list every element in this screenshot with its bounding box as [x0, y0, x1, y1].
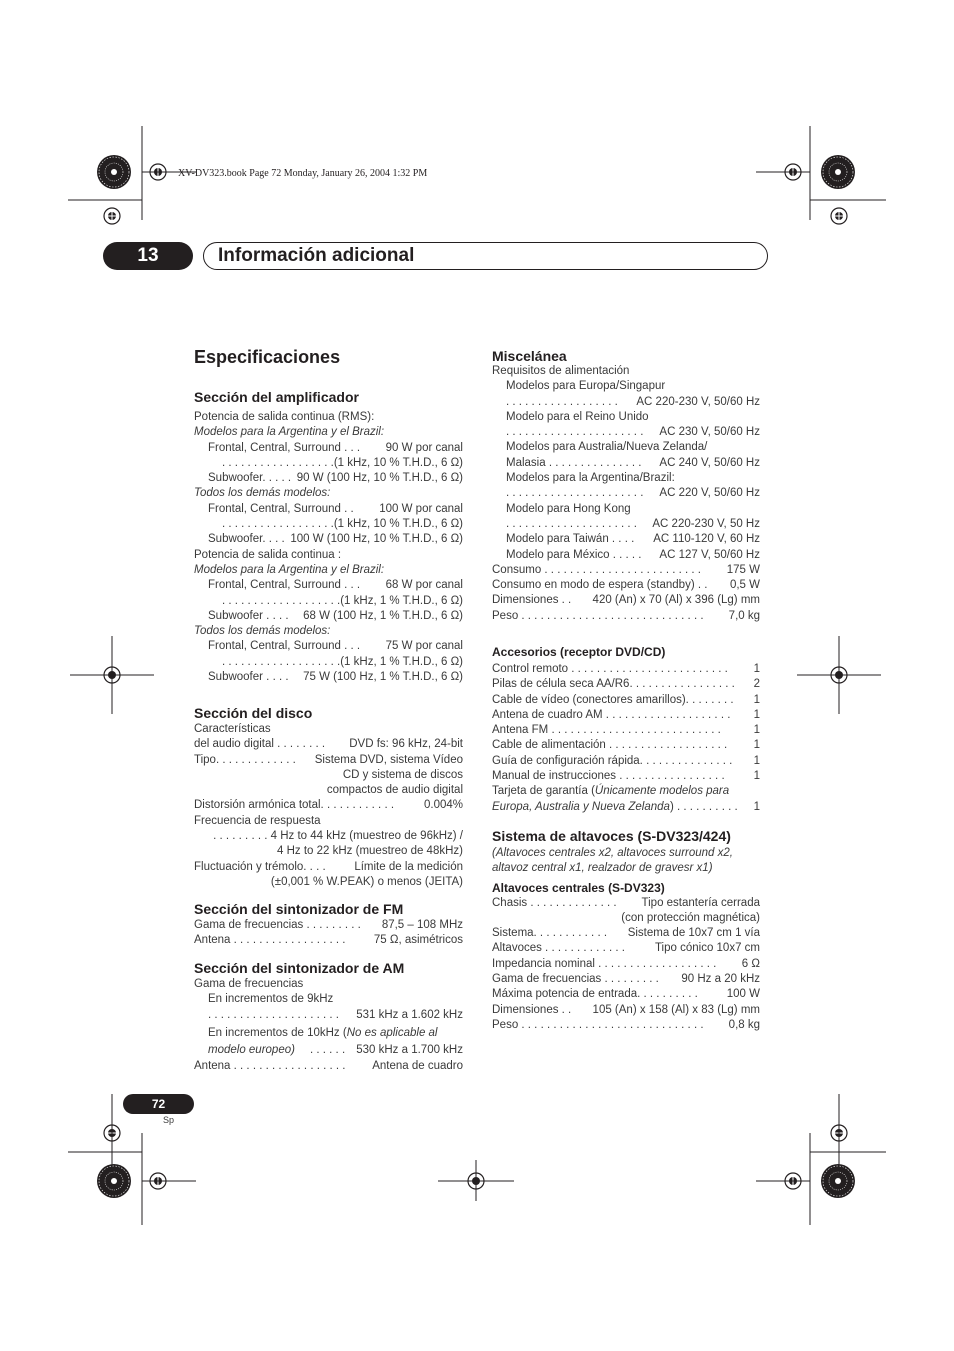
spec-label: Impedancia nominal . . . . . . . . . . . . . . . . . . .: [492, 957, 717, 970]
spec-value: AC 220-230 V, 50/60 Hz: [636, 395, 760, 408]
accessory-qty: 1: [753, 739, 760, 752]
spec-value: compactos de audio digital: [326, 784, 463, 797]
spec-label: Máxima potencia de entrada. . . . . . . . . .: [492, 988, 698, 1001]
spec-line: Modelo para el Reino Unido: [506, 410, 649, 423]
accessory-qty: 1: [753, 708, 760, 721]
spec-value: 0.004%: [423, 799, 463, 812]
spec-value: 100 W por canal: [379, 502, 463, 515]
spec-value: Límite de la medición: [354, 860, 463, 873]
accessory-item: Manual de instrucciones . . . . . . . . . . . . . . . . .: [492, 770, 725, 783]
file-header: XV-DV323.book Page 72 Monday, January 26, 2004 1:32 PM: [178, 168, 428, 179]
spec-value: 420 (An) x 70 (Al) x 396 (Lg) mm: [592, 594, 760, 607]
spec-label: Frontal, Central, Surround . . .: [208, 441, 361, 454]
spec-label: Modelo para Taiwán . . . .: [506, 533, 635, 546]
spec-value: 531 kHz a 1.602 kHz: [356, 1008, 463, 1021]
spec-value: 100 W (100 Hz, 10 % T.H.D., 6 Ω): [290, 533, 463, 546]
spec-label: Sistema. . . . . . . . . . . .: [492, 927, 608, 940]
spec-label: Antena . . . . . . . . . . . . . . . . . .: [194, 1059, 346, 1072]
page-title: Especificaciones: [194, 347, 341, 367]
spec-value: . . . . . . . . . . . . . . . . . .(1 kHz, 10 % T.H.D., 6 Ω): [222, 456, 463, 469]
spec-label: Consumo en modo de espera (standby) . .: [492, 579, 708, 592]
disc-section: [194, 706, 463, 890]
spec-line: Requisitos de alimentación: [492, 365, 630, 377]
accessory-qty: 1: [753, 693, 760, 706]
spec-value: 6 Ω: [741, 957, 760, 970]
spec-label: Frontal, Central, Surround . . .: [208, 640, 361, 653]
spec-value: Antena de cuadro: [372, 1059, 463, 1072]
spec-label: Antena . . . . . . . . . . . . . . . . . .: [194, 934, 346, 947]
spec-line: Modelos para Europa/Singapur: [506, 380, 666, 393]
spec-value: 0,5 W: [729, 579, 760, 592]
accessory-item: Guía de configuración rápida. . . . . . . . . . . . . . .: [492, 754, 733, 767]
accessory-item: Cable de alimentación . . . . . . . . . . . . . . . . . . .: [492, 739, 728, 752]
accessory-qty: 1: [753, 754, 760, 767]
accessory-note: Europa, Australia y Nueva Zelanda: [492, 800, 670, 813]
misc-section: [492, 349, 760, 624]
accessory-qty: 2: [753, 678, 760, 691]
accessories-heading: Accesorios (receptor DVD/CD): [492, 645, 666, 659]
spec-label: . . . . . . . . . . . . . . . . . . . . .: [208, 1008, 339, 1021]
spec-value: 7,0 kg: [728, 609, 760, 622]
spec-value: 0,8 kg: [728, 1018, 760, 1031]
center-speaker-heading: Altavoces centrales (S-DV323): [492, 880, 665, 895]
spec-label: Dimensiones . .: [492, 1003, 572, 1016]
spec-label: Frontal, Central, Surround . .: [208, 502, 354, 515]
spec-value: 175 W: [726, 563, 760, 576]
spec-line: Frecuencia de respuesta: [194, 814, 321, 827]
spec-value: 90 W (100 Hz, 10 % T.H.D., 6 Ω): [296, 472, 463, 485]
spec-value: AC 127 V, 50/60 Hz: [659, 548, 760, 561]
spec-value: 75 Ω, asimétricos: [373, 934, 463, 947]
accessory-qty: 1: [753, 800, 760, 813]
spec-line: Modelos para la Argentina y el Brazil:: [194, 426, 385, 439]
spec-value: Tipo estantería cerrada: [641, 896, 760, 909]
spec-label: Subwoofer . . . .: [208, 671, 289, 684]
spec-label-text: En incrementos de 10kHz (: [208, 1026, 347, 1039]
spec-label: Altavoces . . . . . . . . . . . . .: [492, 942, 625, 955]
page-language: Sp: [163, 1115, 175, 1125]
spec-label: Subwoofer. . . .: [208, 533, 285, 546]
spec-value: AC 230 V, 50/60 Hz: [659, 426, 760, 439]
spec-value: . . . . . . . . . . . . . . . . . . .(1 kHz, 1 % T.H.D., 6 Ω): [222, 655, 463, 668]
accessory-item: Pilas de célula seca AA/R6. . . . . . . . . . . . . . . . .: [492, 678, 735, 691]
am-section: [194, 961, 463, 1074]
spec-value: . . . . . . . . . 4 Hz to 44 kHz (muestreo de 96kHz) /: [213, 830, 463, 843]
speaker-subtitle: altavoz central x1, realzador de gravesr x1): [492, 862, 713, 875]
spec-label: . . . . . . . . . . . . . . . . . . . . . .: [506, 487, 644, 500]
spec-value: 68 W (100 Hz, 1 % T.H.D., 6 Ω): [303, 609, 463, 622]
spec-label: Tipo. . . . . . . . . . . . .: [194, 753, 296, 766]
spec-value: 90 Hz a 20 kHz: [681, 973, 760, 986]
spec-label: . . . . . . . . . . . . . . . . . . . . .: [506, 517, 637, 530]
fm-section: [194, 902, 463, 949]
spec-value: 75 W (100 Hz, 1 % T.H.D., 6 Ω): [303, 671, 463, 684]
misc-heading: Miscelánea: [492, 348, 567, 364]
spec-value: 4 Hz to 22 kHz (muestreo de 48kHz): [277, 845, 463, 858]
accessory-item-text: Tarjeta de garantía (: [492, 785, 595, 798]
spec-value: . . . . . . . . . . . . . . . . . . .(1 kHz, 1 % T.H.D., 6 Ω): [222, 594, 463, 607]
spec-value: Sistema de 10x7 cm 1 vía: [627, 927, 760, 940]
spec-line: Gama de frecuencias: [194, 978, 304, 990]
spec-label: Peso . . . . . . . . . . . . . . . . . . . . . . . . . . . . .: [492, 1018, 704, 1031]
accessory-note: Únicamente modelos para: [594, 785, 730, 798]
accessory-item: Antena de cuadro AM . . . . . . . . . . . . . . . . . . . .: [492, 708, 731, 721]
accessory-qty: 1: [753, 663, 760, 675]
registration-wheel-icon: [821, 1164, 855, 1198]
accessory-item: Cable de vídeo (conectores amarillos). . . . . . . .: [492, 693, 734, 706]
amplifier-section: [194, 390, 463, 685]
accessories-section: [492, 645, 760, 815]
spec-label: Modelo para México . . . . .: [506, 548, 642, 561]
accessory-item: Antena FM . . . . . . . . . . . . . . . . . . . . . . . . . . .: [492, 724, 721, 737]
spec-label: Distorsión armónica total. . . . . . . . . . . .: [194, 799, 395, 812]
accessory-qty: 1: [753, 724, 760, 737]
spec-value: Tipo cónico 10x7 cm: [654, 942, 760, 955]
leader-dots: . . . . . .: [310, 1043, 346, 1056]
spec-label: Gama de frecuencias . . . . . . . . .: [194, 919, 361, 931]
fm-heading: Sección del sintonizador de FM: [194, 901, 404, 917]
spec-value: (con protección magnética): [621, 911, 760, 924]
spec-value: 90 W por canal: [385, 441, 463, 454]
spec-label: Peso . . . . . . . . . . . . . . . . . . . . . . . . . . . . .: [492, 609, 704, 622]
accessory-item: Control remoto . . . . . . . . . . . . . . . . . . . . . . . . .: [492, 663, 728, 675]
spec-value: Sistema DVD, sistema Vídeo: [314, 753, 463, 766]
spec-label: Subwoofer . . . .: [208, 609, 289, 622]
speaker-subtitle: (Altavoces centrales x2, altavoces surround x2,: [492, 847, 733, 859]
spec-label: Fluctuación y trémolo. . . .: [194, 860, 326, 873]
spec-value: AC 220 V, 50/60 Hz: [659, 487, 760, 500]
spec-label: Gama de frecuencias . . . . . . . . .: [492, 973, 659, 986]
spec-line: Todos los demás modelos:: [194, 625, 331, 638]
spec-value: 87,5 – 108 MHz: [381, 919, 463, 931]
spec-value: 75 W por canal: [385, 640, 463, 653]
accessory-item: [492, 800, 738, 815]
spec-line: Potencia de salida continua :: [194, 548, 342, 561]
am-heading: Sección del sintonizador de AM: [194, 960, 405, 976]
spec-value: CD y sistema de discos: [342, 768, 463, 781]
spec-note: modelo europeo): [208, 1043, 295, 1056]
spec-line: Modelo para Hong Kong: [506, 502, 631, 515]
spec-line: Modelos para la Argentina y el Brazil:: [194, 563, 385, 576]
spec-label: [208, 1026, 437, 1041]
spec-line: En incrementos de 9kHz: [208, 993, 334, 1006]
spec-label: Malasia . . . . . . . . . . . . . . .: [506, 456, 642, 469]
spec-label: Dimensiones . .: [492, 594, 572, 607]
spec-line: Modelos para Australia/Nueva Zelanda/: [506, 441, 708, 454]
chapter-number: 13: [103, 242, 193, 270]
spec-value: 105 (An) x 158 (Al) x 83 (Lg) mm: [592, 1003, 760, 1016]
disc-heading: Sección del disco: [194, 705, 313, 721]
spec-line: Características: [194, 723, 271, 735]
spec-value: (±0,001 % W.PEAK) o menos (JEITA): [270, 875, 463, 888]
spec-label: Consumo . . . . . . . . . . . . . . . . . . . . . . . . .: [492, 563, 701, 576]
spec-value: AC 110-120 V, 60 Hz: [653, 533, 760, 546]
spec-value: AC 220-230 V, 50 Hz: [652, 517, 760, 530]
spec-label: del audio digital . . . . . . . .: [194, 738, 326, 751]
amplifier-heading: Sección del amplificador: [194, 389, 359, 405]
spec-line: Potencia de salida continua (RMS):: [194, 411, 375, 423]
spec-value: 100 W: [726, 988, 760, 1001]
spec-label: Chasis . . . . . . . . . . . . . .: [492, 896, 617, 909]
spec-value: . . . . . . . . . . . . . . . . . .(1 kHz, 10 % T.H.D., 6 Ω): [222, 518, 463, 531]
spec-line: Modelos para la Argentina/Brazil:: [506, 472, 675, 485]
spec-value: 530 kHz a 1.700 kHz: [356, 1043, 463, 1056]
page-number: 72: [123, 1094, 194, 1114]
speaker-heading: Sistema de altavoces (S-DV323/424): [492, 828, 731, 844]
speaker-section: [492, 829, 760, 1033]
leader-dots: ) . . . . . . . . . .: [669, 800, 738, 813]
spec-label: . . . . . . . . . . . . . . . . . .: [506, 395, 618, 408]
accessory-item: [492, 784, 729, 799]
spec-label: Frontal, Central, Surround . . .: [208, 579, 361, 592]
spec-value: AC 240 V, 50/60 Hz: [659, 456, 760, 469]
registration-wheel-icon: [97, 155, 131, 189]
spec-note: No es aplicable al: [346, 1026, 438, 1039]
spec-label: Subwoofer. . . . .: [208, 472, 292, 485]
chapter-title: Información adicional: [218, 245, 415, 266]
registration-wheel-icon: [97, 1164, 131, 1198]
spec-value: DVD fs: 96 kHz, 24-bit: [349, 738, 463, 751]
spec-label: . . . . . . . . . . . . . . . . . . . . . .: [506, 426, 644, 439]
spec-line: Todos los demás modelos:: [194, 487, 331, 500]
accessory-qty: 1: [753, 770, 760, 783]
spec-value: 68 W por canal: [385, 579, 463, 592]
registration-wheel-icon: [821, 155, 855, 189]
